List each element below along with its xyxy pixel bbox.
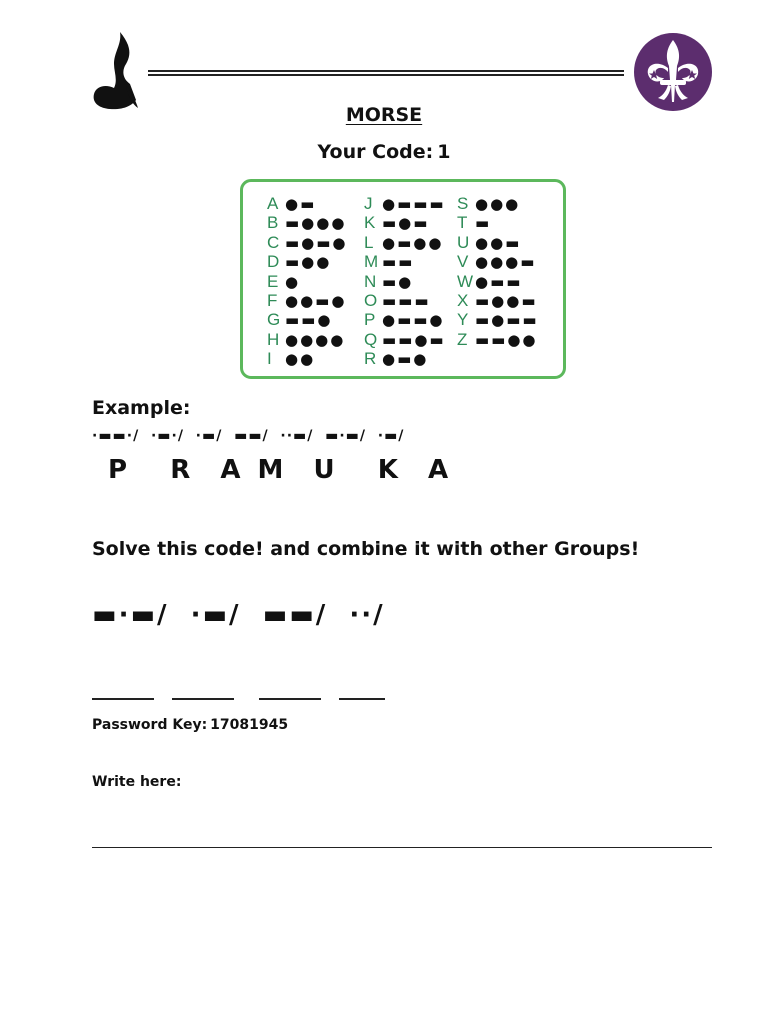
morse-letter: Z: [457, 329, 468, 349]
morse-code: ▬●▬: [382, 214, 430, 233]
puzzle-morse-code: ▬·▬/ ·▬/ ▬▬/ ··/: [92, 600, 385, 630]
morse-code: ▬●●●: [285, 214, 347, 233]
morse-letter: I: [267, 349, 272, 369]
morse-letter: B: [267, 213, 279, 233]
password-label: Password Key:: [92, 717, 208, 733]
morse-chart-row: [457, 252, 539, 271]
morse-chart-column-3: [457, 194, 539, 349]
instruction-text: Solve this code! and combine it with other Groups!: [92, 538, 640, 560]
your-code-line: [0, 141, 768, 163]
morse-code: ▬●▬●: [285, 233, 348, 252]
example-decoded-word: P R A M U K A: [108, 455, 453, 485]
morse-code: ▬●●▬: [475, 291, 538, 310]
morse-code: ▬▬▬: [382, 291, 431, 310]
morse-code: ▬●●: [285, 253, 332, 272]
morse-letter: L: [364, 232, 374, 252]
write-here-line[interactable]: [92, 847, 712, 848]
example-morse-code: ·▬▬·/ ·▬·/ ·▬/ ▬▬/ ··▬/ ▬·▬/ ·▬/: [92, 428, 405, 444]
morse-chart-row: [364, 233, 446, 252]
morse-chart-row: [267, 310, 348, 329]
morse-chart-row: [267, 272, 348, 291]
morse-letter: F: [267, 290, 278, 310]
your-code-label: Your Code:: [317, 141, 434, 163]
morse-code: ▬: [475, 214, 492, 233]
morse-chart-row: [267, 233, 348, 252]
morse-code: ●●●▬: [475, 253, 537, 272]
example-label: Example:: [92, 397, 191, 419]
morse-chart-row: [267, 252, 348, 271]
morse-chart-row: [457, 310, 539, 329]
password-value: 17081945: [210, 717, 289, 733]
morse-code: ●●: [285, 350, 316, 369]
morse-code: ●▬▬: [475, 272, 523, 291]
morse-code-chart: [240, 179, 566, 379]
morse-chart-row: [457, 291, 539, 310]
write-here-label: Write here:: [92, 774, 182, 790]
answer-blank-4[interactable]: [339, 698, 385, 700]
morse-chart-row: [267, 194, 348, 213]
morse-code: ●●▬: [475, 233, 522, 252]
page-title: MORSE: [345, 104, 423, 126]
morse-chart-row: [364, 291, 446, 310]
morse-code: ▬▬●●: [475, 330, 538, 349]
morse-chart-row: [364, 252, 446, 271]
morse-chart-row: [457, 233, 539, 252]
morse-letter: P: [364, 310, 376, 330]
morse-code: ●▬●: [382, 350, 429, 369]
morse-chart-row: [457, 213, 539, 232]
morse-letter: G: [267, 310, 281, 330]
header-rule: [148, 70, 624, 76]
morse-letter: N: [364, 271, 377, 291]
morse-chart-row: [267, 213, 348, 232]
morse-chart-row: [267, 330, 348, 349]
morse-chart-row: [267, 349, 348, 368]
morse-code: ●▬: [285, 195, 317, 213]
morse-chart-row: [457, 330, 539, 349]
answer-blank-1[interactable]: [92, 698, 154, 700]
morse-letter: W: [457, 271, 474, 291]
morse-letter: X: [457, 290, 469, 310]
morse-chart-row: [457, 194, 539, 213]
morse-chart-row: [364, 330, 446, 349]
morse-chart-row: [364, 213, 446, 232]
morse-letter: T: [457, 213, 468, 233]
morse-letter: E: [267, 271, 279, 291]
morse-code: ●●●: [475, 195, 521, 213]
morse-code: ▬▬●: [285, 311, 333, 330]
morse-letter: A: [267, 194, 279, 213]
morse-chart-row: [267, 291, 348, 310]
morse-code: ▬▬●▬: [382, 330, 446, 349]
morse-letter: Q: [364, 329, 378, 349]
answer-blank-3[interactable]: [259, 698, 321, 700]
morse-chart-row: [364, 194, 446, 213]
morse-letter: H: [267, 329, 280, 349]
morse-code: ●●▬●: [285, 291, 347, 310]
morse-letter: Y: [457, 310, 469, 330]
morse-code: ▬●: [382, 272, 414, 291]
morse-code: ●▬▬▬: [382, 195, 446, 213]
morse-code: ●: [285, 272, 301, 291]
morse-chart-column-1: [267, 194, 348, 369]
morse-letter: O: [364, 290, 378, 310]
morse-code: ●●●●: [285, 330, 346, 349]
morse-letter: S: [457, 194, 469, 213]
morse-letter: R: [364, 349, 377, 369]
answer-blank-2[interactable]: [172, 698, 234, 700]
morse-letter: C: [267, 232, 280, 252]
morse-chart-row: [457, 272, 539, 291]
scout-fleur-de-lis-icon: [632, 32, 714, 112]
morse-letter: V: [457, 252, 469, 272]
password-key: [92, 717, 288, 733]
morse-letter: J: [364, 194, 373, 213]
morse-code: ▬▬: [382, 253, 415, 272]
morse-code: ▬●▬▬: [475, 311, 539, 330]
morse-code: ●▬▬●: [382, 311, 445, 330]
morse-chart-row: [364, 272, 446, 291]
morse-chart-column-2: [364, 194, 446, 369]
morse-letter: M: [364, 252, 379, 272]
morse-letter: K: [364, 213, 376, 233]
morse-code: ●▬●●: [382, 233, 444, 252]
morse-chart-row: [364, 349, 446, 368]
morse-chart-row: [364, 310, 446, 329]
morse-letter: U: [457, 232, 470, 252]
tunas-kelapa-icon: [92, 30, 140, 110]
your-code-value: 1: [437, 141, 451, 163]
morse-letter: D: [267, 252, 280, 272]
